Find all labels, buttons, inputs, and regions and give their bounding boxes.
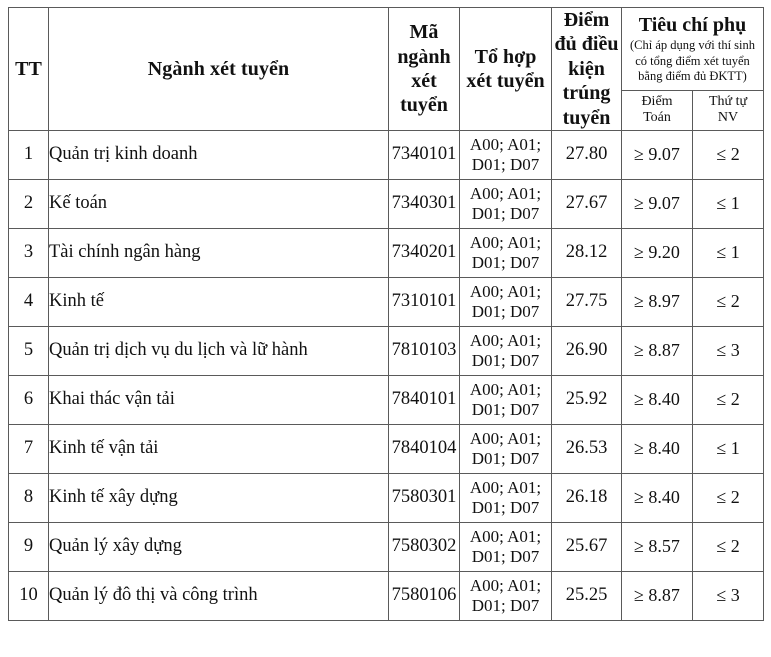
header-benchmark-score-line-3: kiện <box>568 57 605 80</box>
cell-benchmark-score: 25.67 <box>552 522 622 571</box>
cell-preference-order: ≤ 1 <box>693 228 764 277</box>
cell-major: Khai thác vận tải <box>49 375 389 424</box>
cell-subject-combination <box>460 228 552 277</box>
table-row <box>9 424 764 473</box>
header-major-code-line-2: ngành <box>397 45 451 68</box>
cell-subject-combination <box>460 571 552 620</box>
cell-subject-combination <box>460 277 552 326</box>
table-row <box>9 277 764 326</box>
admissions-score-table <box>8 7 764 621</box>
header-subcriteria-group <box>622 8 764 91</box>
header-subject-combination-line-1: Tổ hợp <box>474 45 537 68</box>
table-row <box>9 228 764 277</box>
cell-tt: 7 <box>9 424 49 473</box>
header-math-score-line-1: Điểm <box>641 93 673 109</box>
cell-benchmark-score: 27.75 <box>552 277 622 326</box>
header-subcriteria-note: (Chỉ áp dụng với thí sinh có tổng điểm xét tuyển bằng điểm đủ ĐKTT) <box>630 38 756 83</box>
cell-major: Quản lý xây dựng <box>49 522 389 571</box>
header-subject-combination-line-2: xét tuyển <box>466 69 545 92</box>
cell-subject-combination-line-2: D01; D07 <box>471 546 540 566</box>
cell-tt: 6 <box>9 375 49 424</box>
header-benchmark-score-line-1: Điểm <box>563 9 610 31</box>
table-body <box>9 130 764 620</box>
cell-tt: 9 <box>9 522 49 571</box>
table-row <box>9 473 764 522</box>
cell-math-score: ≥ 8.97 <box>622 277 693 326</box>
cell-subject-combination-line-1: A00; A01; <box>469 526 542 546</box>
cell-major-code: 7840104 <box>389 424 460 473</box>
cell-preference-order: ≤ 2 <box>693 277 764 326</box>
cell-tt: 4 <box>9 277 49 326</box>
cell-major-code: 7340201 <box>389 228 460 277</box>
cell-subject-combination <box>460 473 552 522</box>
header-math-score-line-2: Toán <box>643 110 671 126</box>
cell-major-code: 7580302 <box>389 522 460 571</box>
cell-subject-combination-line-2: D01; D07 <box>471 154 540 174</box>
cell-subject-combination-line-1: A00; A01; <box>469 281 542 301</box>
table-row <box>9 375 764 424</box>
table-row <box>9 179 764 228</box>
cell-major-code: 7580301 <box>389 473 460 522</box>
cell-major: Kinh tế vận tải <box>49 424 389 473</box>
table-row <box>9 326 764 375</box>
cell-subject-combination-line-2: D01; D07 <box>471 595 540 615</box>
cell-tt: 5 <box>9 326 49 375</box>
cell-preference-order: ≤ 3 <box>693 326 764 375</box>
table-row <box>9 522 764 571</box>
cell-benchmark-score: 26.53 <box>552 424 622 473</box>
header-benchmark-score-line-4: trúng <box>562 82 611 105</box>
cell-major: Kinh tế xây dựng <box>49 473 389 522</box>
cell-math-score: ≥ 9.20 <box>622 228 693 277</box>
cell-subject-combination-line-2: D01; D07 <box>471 301 540 321</box>
cell-subject-combination-line-1: A00; A01; <box>469 134 542 154</box>
cell-preference-order: ≤ 3 <box>693 571 764 620</box>
cell-benchmark-score: 28.12 <box>552 228 622 277</box>
table-row <box>9 130 764 179</box>
cell-tt: 2 <box>9 179 49 228</box>
cell-math-score: ≥ 8.40 <box>622 375 693 424</box>
header-major: Ngành xét tuyển <box>49 8 389 131</box>
cell-major-code: 7310101 <box>389 277 460 326</box>
header-subject-combination <box>460 8 552 131</box>
cell-math-score: ≥ 9.07 <box>622 179 693 228</box>
cell-subject-combination <box>460 179 552 228</box>
cell-subject-combination <box>460 375 552 424</box>
cell-subject-combination-line-2: D01; D07 <box>471 399 540 419</box>
cell-subject-combination <box>460 326 552 375</box>
cell-subject-combination-line-2: D01; D07 <box>471 252 540 272</box>
header-preference-order-line-1: Thứ tự <box>708 93 748 109</box>
cell-major: Tài chính ngân hàng <box>49 228 389 277</box>
cell-preference-order: ≤ 2 <box>693 375 764 424</box>
cell-preference-order: ≤ 2 <box>693 130 764 179</box>
cell-preference-order: ≤ 2 <box>693 473 764 522</box>
cell-major-code: 7810103 <box>389 326 460 375</box>
cell-math-score: ≥ 8.40 <box>622 473 693 522</box>
cell-preference-order: ≤ 1 <box>693 424 764 473</box>
table-row <box>9 571 764 620</box>
header-major-code <box>389 8 460 131</box>
cell-preference-order: ≤ 2 <box>693 522 764 571</box>
cell-subject-combination-line-1: A00; A01; <box>469 477 542 497</box>
cell-benchmark-score: 26.18 <box>552 473 622 522</box>
header-preference-order <box>693 90 764 130</box>
cell-subject-combination-line-2: D01; D07 <box>471 448 540 468</box>
cell-subject-combination-line-1: A00; A01; <box>469 575 542 595</box>
cell-subject-combination-line-1: A00; A01; <box>469 183 542 203</box>
header-major-code-line-3: xét <box>411 69 437 92</box>
cell-major-code: 7580106 <box>389 571 460 620</box>
cell-tt: 8 <box>9 473 49 522</box>
cell-subject-combination-line-1: A00; A01; <box>469 428 542 448</box>
header-benchmark-score-line-2: đủ điều <box>554 33 619 56</box>
cell-major: Kế toán <box>49 179 389 228</box>
table-header <box>9 8 764 131</box>
cell-subject-combination-line-2: D01; D07 <box>471 497 540 517</box>
cell-benchmark-score: 25.92 <box>552 375 622 424</box>
header-benchmark-score <box>552 8 622 131</box>
cell-subject-combination-line-2: D01; D07 <box>471 350 540 370</box>
cell-major-code: 7840101 <box>389 375 460 424</box>
cell-subject-combination <box>460 130 552 179</box>
cell-major: Quản trị dịch vụ du lịch và lữ hành <box>49 326 389 375</box>
cell-math-score: ≥ 9.07 <box>622 130 693 179</box>
header-preference-order-line-2: NV <box>717 110 739 126</box>
header-major-code-line-1: Mã <box>409 21 439 44</box>
cell-tt: 1 <box>9 130 49 179</box>
cell-benchmark-score: 27.80 <box>552 130 622 179</box>
cell-subject-combination-line-1: A00; A01; <box>469 232 542 252</box>
cell-major: Quản trị kinh doanh <box>49 130 389 179</box>
cell-math-score: ≥ 8.40 <box>622 424 693 473</box>
header-benchmark-score-line-5: tuyển <box>562 106 611 129</box>
cell-math-score: ≥ 8.87 <box>622 326 693 375</box>
cell-major: Quản lý đô thị và công trình <box>49 571 389 620</box>
cell-subject-combination <box>460 424 552 473</box>
cell-subject-combination-line-1: A00; A01; <box>469 330 542 350</box>
cell-benchmark-score: 25.25 <box>552 571 622 620</box>
cell-benchmark-score: 27.67 <box>552 179 622 228</box>
cell-subject-combination <box>460 522 552 571</box>
header-major-code-line-4: tuyển <box>400 94 448 117</box>
cell-preference-order: ≤ 1 <box>693 179 764 228</box>
header-tt: TT <box>9 8 49 131</box>
cell-tt: 3 <box>9 228 49 277</box>
header-math-score <box>622 90 693 130</box>
cell-math-score: ≥ 8.87 <box>622 571 693 620</box>
cell-tt: 10 <box>9 571 49 620</box>
cell-math-score: ≥ 8.57 <box>622 522 693 571</box>
header-subcriteria-title: Tiêu chí phụ <box>638 13 747 36</box>
cell-benchmark-score: 26.90 <box>552 326 622 375</box>
cell-major: Kinh tế <box>49 277 389 326</box>
cell-subject-combination-line-1: A00; A01; <box>469 379 542 399</box>
cell-major-code: 7340301 <box>389 179 460 228</box>
cell-subject-combination-line-2: D01; D07 <box>471 203 540 223</box>
header-row-main <box>9 8 764 91</box>
cell-major-code: 7340101 <box>389 130 460 179</box>
